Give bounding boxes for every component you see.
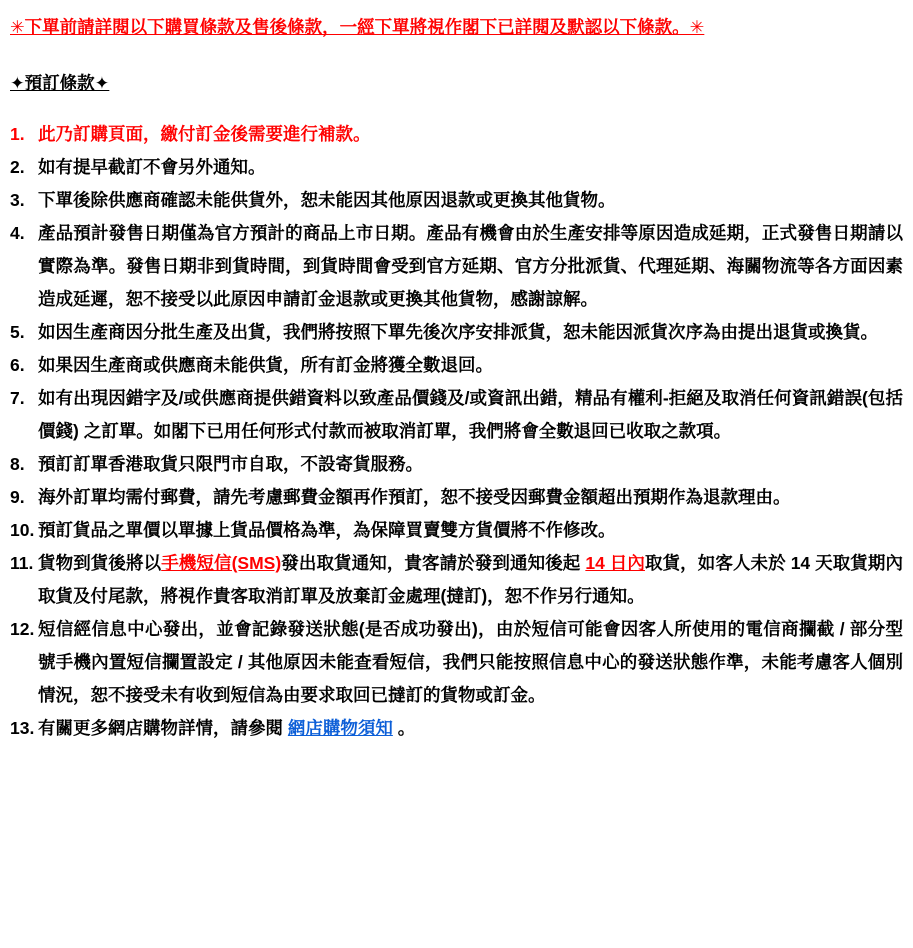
term-item	[10, 118, 903, 151]
term-item	[10, 184, 903, 217]
term-number: 2.	[10, 157, 25, 177]
term-text: 如果因生產商或供應商未能供貨，所有訂金將獲全數退回。	[38, 355, 493, 375]
term-text: 取貨，如客人未於 14 天取貨期內取貨及付尾款，將視作貴客取消訂單及放棄訂金處理(撻訂)，恕不作另行通知。	[38, 553, 904, 606]
term-text: 有關更多網店購物詳情，請參閱	[38, 718, 288, 738]
term-item	[10, 217, 903, 316]
section-header-row	[10, 70, 903, 96]
term-text: 預訂貨品之單價以單據上貨品價格為準，為保障買賣雙方貨價將不作修改。	[38, 520, 616, 540]
term-text: 14 日內	[585, 553, 645, 573]
page-title: ✳下單前請詳閱以下購買條款及售後條款，一經下單將視作閣下已詳閱及默認以下條款。✳	[10, 17, 705, 37]
term-text: 如有出現因錯字及/或供應商提供錯資料以致產品價錢及/或資訊出錯，精品有權利-拒絕及取消任何資訊錯誤(包括價錢) 之訂單。如閣下已用任何形式付款而被取消訂單，我們將會全數退回已收取之款項。	[38, 388, 903, 441]
term-item	[10, 349, 903, 382]
term-item	[10, 448, 903, 481]
terms-list	[10, 118, 903, 745]
term-text: 此乃訂購頁面，繳付訂金後需要進行補款。	[38, 124, 371, 144]
term-text: 預訂訂單香港取貨只限門市自取，不設寄貨服務。	[38, 454, 423, 474]
term-number: 4.	[10, 223, 25, 243]
term-number: 13.	[10, 718, 35, 738]
term-number: 1.	[10, 124, 25, 144]
term-text: 下單後除供應商確認未能供貨外，恕未能因其他原因退款或更換其他貨物。	[38, 190, 616, 210]
term-item	[10, 481, 903, 514]
term-item	[10, 613, 903, 712]
term-text: 海外訂單均需付郵費，請先考慮郵費金額再作預訂，恕不接受因郵費金額超出預期作為退款理由。	[38, 487, 791, 507]
term-item	[10, 712, 903, 745]
term-item	[10, 151, 903, 184]
term-text: 如有提早截訂不會另外通知。	[38, 157, 266, 177]
term-item	[10, 514, 903, 547]
term-number: 7.	[10, 388, 25, 408]
term-text: 短信經信息中心發出，並會記錄發送狀態(是否成功發出)，由於短信可能會因客人所使用的電信商攔截 / 部分型號手機內置短信攔置設定 / 其他原因未能查看短信，我們只能按照信息中心的發送狀態作準，未能考慮客人個別情況，恕不接受未有收到短信為由要求取回已撻訂的貨物或訂金。	[38, 619, 903, 705]
term-number: 12.	[10, 619, 35, 639]
section-header: ✦預訂條款✦	[10, 73, 110, 93]
term-number: 10.	[10, 520, 35, 540]
term-number: 8.	[10, 454, 25, 474]
term-item	[10, 547, 903, 613]
term-item	[10, 316, 903, 349]
term-number: 5.	[10, 322, 25, 342]
term-text: 發出取貨通知，貴客請於發到通知後起	[281, 553, 586, 573]
term-number: 6.	[10, 355, 25, 375]
term-number: 11.	[10, 553, 34, 573]
term-text: 產品預計發售日期僅為官方預計的商品上市日期。產品有機會由於生產安排等原因造成延期，正式發售日期請以實際為準。發售日期非到貨時間，到貨時間會受到官方延期、官方分批派貨、代理延期、海關物流等各方面因素造成延遲，恕不接受以此原因申請訂金退款或更換其他貨物，感謝諒解。	[38, 223, 903, 309]
term-text: 貨物到貨後將以	[38, 553, 162, 573]
term-text: 如因生產商因分批生產及出貨，我們將按照下單先後次序安排派貨，恕未能因派貨次序為由提出退貨或換貨。	[38, 322, 878, 342]
shop-guide-link[interactable]: 網店購物須知	[287, 718, 393, 738]
term-text: 。	[392, 718, 416, 738]
term-text: 手機短信(SMS)	[161, 553, 282, 573]
term-number: 9.	[10, 487, 25, 507]
term-item	[10, 382, 903, 448]
term-number: 3.	[10, 190, 25, 210]
